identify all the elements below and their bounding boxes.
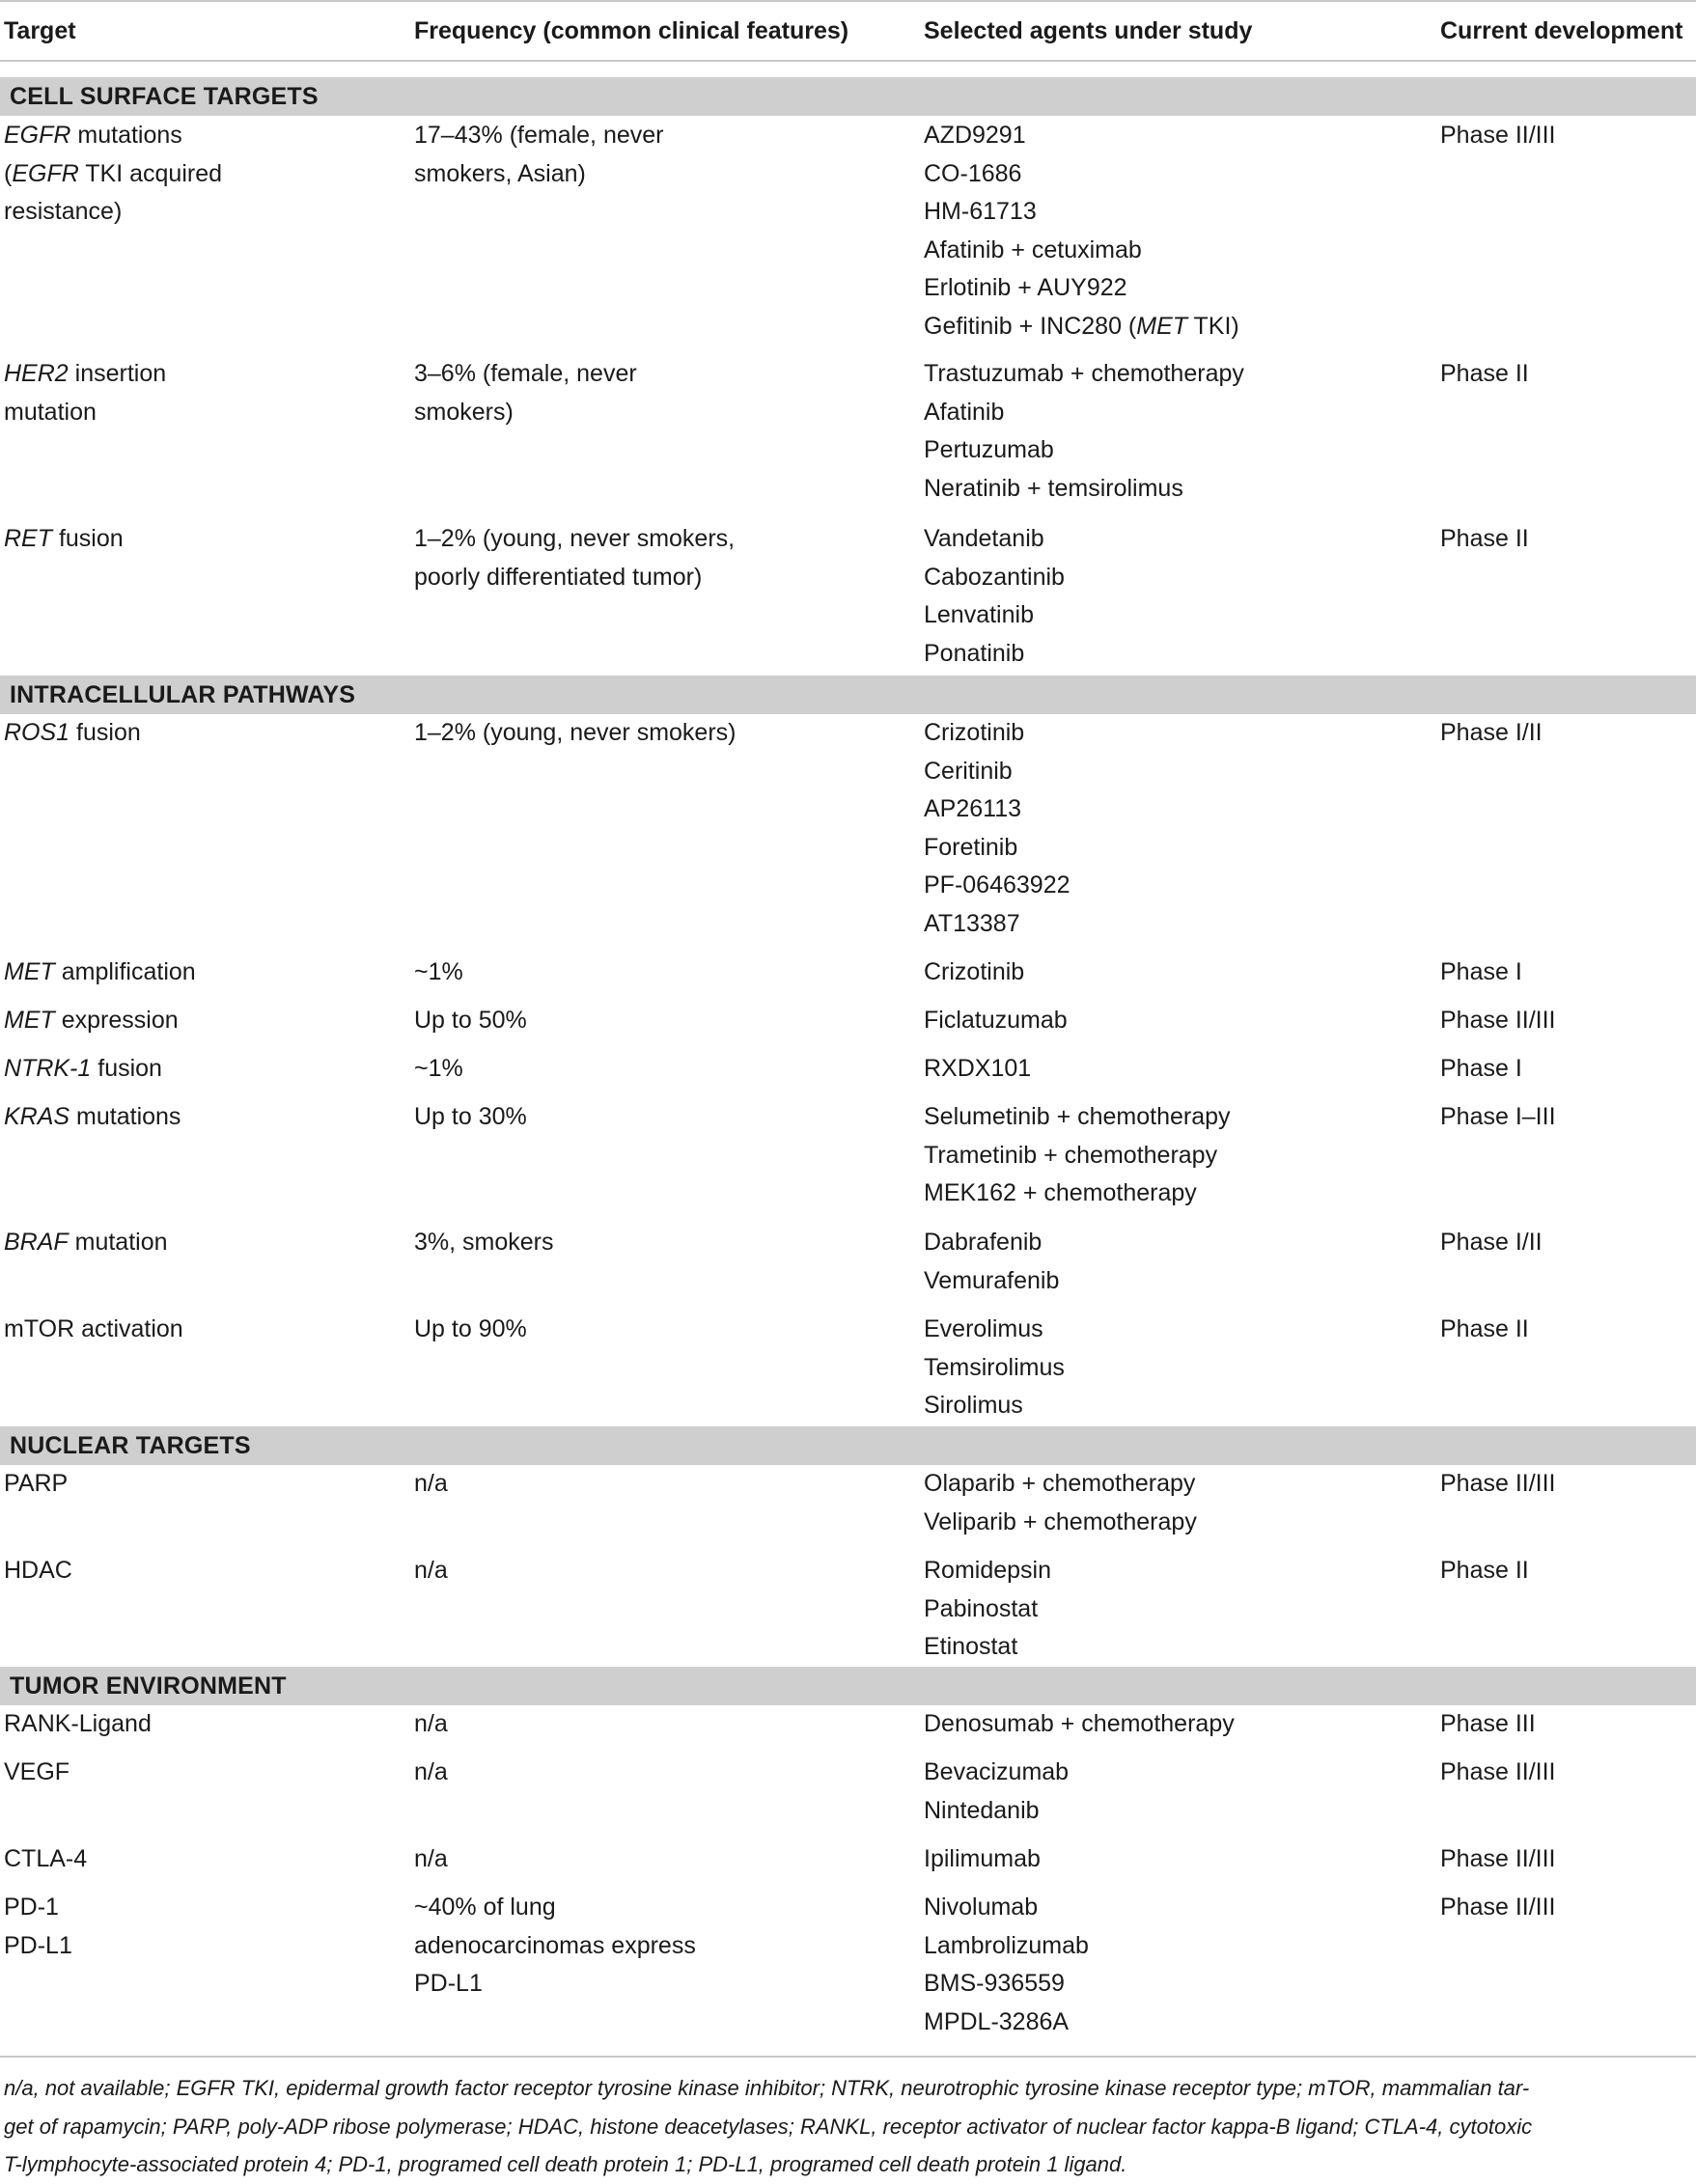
cell-frequency: Up to 90% (414, 1315, 527, 1342)
cell-frequency: ~1% (414, 958, 463, 985)
cell-frequency: 17–43% (female, never smokers, Asian) (414, 122, 664, 187)
section-tumor-environment (0, 1667, 1696, 1705)
cell-agents: Bevacizumab Nintedanib (924, 1758, 1070, 1824)
cell-target: PD-1 PD-L1 (4, 1894, 72, 1959)
cell-frequency: 3%, smokers (414, 1229, 554, 1256)
section-cell-surface (0, 77, 1696, 116)
cell-frequency: n/a (414, 1758, 448, 1785)
cell-target: RET fusion (4, 525, 124, 552)
cell-phase: Phase II/III (1440, 1007, 1556, 1034)
cell-agents: Ipilimumab (924, 1845, 1041, 1872)
cell-agents: Everolimus Temsirolimus Sirolimus (924, 1315, 1065, 1419)
cell-target: HER2 insertion mutation (4, 360, 167, 426)
cell-agents: Ficlatuzumab (924, 1007, 1068, 1034)
section-title: TUMOR ENVIRONMENT (10, 1673, 287, 1700)
cell-agents: Trastuzumab + chemotherapy Afatinib Pertuzumab Neratinib + temsirolimus (924, 360, 1244, 502)
cell-target: mTOR activation (4, 1315, 183, 1342)
cell-frequency: n/a (414, 1710, 448, 1737)
cell-frequency: ~1% (414, 1055, 463, 1082)
cell-agents: Vandetanib Cabozantinib Lenvatinib Ponatinib (924, 525, 1065, 667)
cell-phase: Phase II/III (1440, 1894, 1556, 1921)
cell-phase: Phase II/III (1440, 1470, 1556, 1497)
section-title: INTRACELLULAR PATHWAYS (10, 681, 356, 708)
cell-target: ROS1 fusion (4, 719, 141, 746)
cell-frequency: 1–2% (young, never smokers, poorly differentiated tumor) (414, 525, 736, 591)
cell-target: CTLA-4 (4, 1845, 88, 1872)
cell-target: BRAF mutation (4, 1229, 168, 1256)
cell-agents: AZD9291 CO-1686 HM-61713 Afatinib + cetuximab Erlotinib + AUY922 Gefitinib + INC280 (MET TKI) (924, 122, 1239, 340)
cell-agents: Crizotinib Ceritinib AP26113 Foretinib PF-06463922 AT13387 (924, 719, 1070, 937)
cell-phase: Phase I/II (1440, 719, 1543, 746)
cell-frequency: n/a (414, 1557, 448, 1584)
cell-frequency: Up to 50% (414, 1007, 527, 1034)
cell-agents: Selumetinib + chemotherapy Trametinib + chemotherapy MEK162 + chemotherapy (924, 1103, 1231, 1206)
cell-agents: Crizotinib (924, 958, 1025, 985)
cell-agents: RXDX101 (924, 1055, 1032, 1082)
cell-target: RANK-Ligand (4, 1710, 152, 1737)
cell-phase: Phase II (1440, 360, 1529, 387)
section-nuclear (0, 1426, 1696, 1465)
footnote-divider (0, 2056, 1696, 2058)
cell-agents: Denosumab + chemotherapy (924, 1710, 1235, 1737)
cell-phase: Phase II/III (1440, 1845, 1556, 1872)
cell-target: MET amplification (4, 958, 196, 985)
cell-phase: Phase II (1440, 1315, 1529, 1342)
cell-phase: Phase II/III (1440, 122, 1556, 149)
cell-phase: Phase I–III (1440, 1103, 1556, 1130)
cell-target: EGFR mutations (EGFR TKI acquired resistance) (4, 122, 223, 225)
header-development: Current development (1440, 17, 1683, 44)
table-header (0, 0, 1696, 62)
cell-phase: Phase II (1440, 525, 1529, 552)
cell-agents: Nivolumab Lambrolizumab BMS-936559 MPDL-3286A (924, 1894, 1089, 2035)
cell-target: MET expression (4, 1007, 179, 1034)
cell-target: KRAS mutations (4, 1103, 181, 1130)
cell-frequency: ~40% of lung adenocarcinomas express PD-L1 (414, 1894, 696, 1997)
cell-target: HDAC (4, 1557, 72, 1584)
cell-agents: Olaparib + chemotherapy Veliparib + chemotherapy (924, 1470, 1197, 1535)
cell-phase: Phase II (1440, 1557, 1529, 1584)
cell-target: PARP (4, 1470, 69, 1497)
header-frequency: Frequency (common clinical features) (414, 17, 849, 44)
cell-frequency: Up to 30% (414, 1103, 527, 1130)
cell-frequency: 3–6% (female, never smokers) (414, 360, 637, 426)
cell-phase: Phase I (1440, 1055, 1522, 1082)
cell-frequency: n/a (414, 1845, 448, 1872)
cell-agents: Dabrafenib Vemurafenib (924, 1229, 1060, 1294)
cell-phase: Phase I/II (1440, 1229, 1543, 1256)
cell-phase: Phase III (1440, 1710, 1536, 1737)
cell-phase: Phase II/III (1440, 1758, 1556, 1785)
cell-target: VEGF (4, 1758, 70, 1785)
table-footnote: n/a, not available; EGFR TKI, epidermal growth factor receptor tyrosine kinase inhibitor; NTRK, neurotrophic tyrosine kinase receptor type; mTOR, mammalian tar- get of rapamycin; PARP, poly-ADP ribose polymerase; HDAC, histone deacetylases; RANKL, receptor activator of nuclear factor kappa-B ligand; CTLA-4, cytotoxic T-lymphocyte-associated protein 4; PD-1, programed cell death protein 1; PD-L1, programed cell death protein 1 ligand. (4, 2076, 1533, 2176)
header-agents: Selected agents under study (924, 17, 1253, 44)
cell-frequency: n/a (414, 1470, 448, 1497)
section-title: CELL SURFACE TARGETS (10, 83, 319, 110)
cell-target: NTRK-1 fusion (4, 1055, 162, 1082)
cell-phase: Phase I (1440, 958, 1522, 985)
header-target: Target (4, 17, 76, 44)
section-title: NUCLEAR TARGETS (10, 1432, 251, 1459)
cell-frequency: 1–2% (young, never smokers) (414, 719, 737, 746)
cell-agents: Romidepsin Pabinostat Etinostat (924, 1557, 1052, 1660)
section-intracellular (0, 676, 1696, 714)
